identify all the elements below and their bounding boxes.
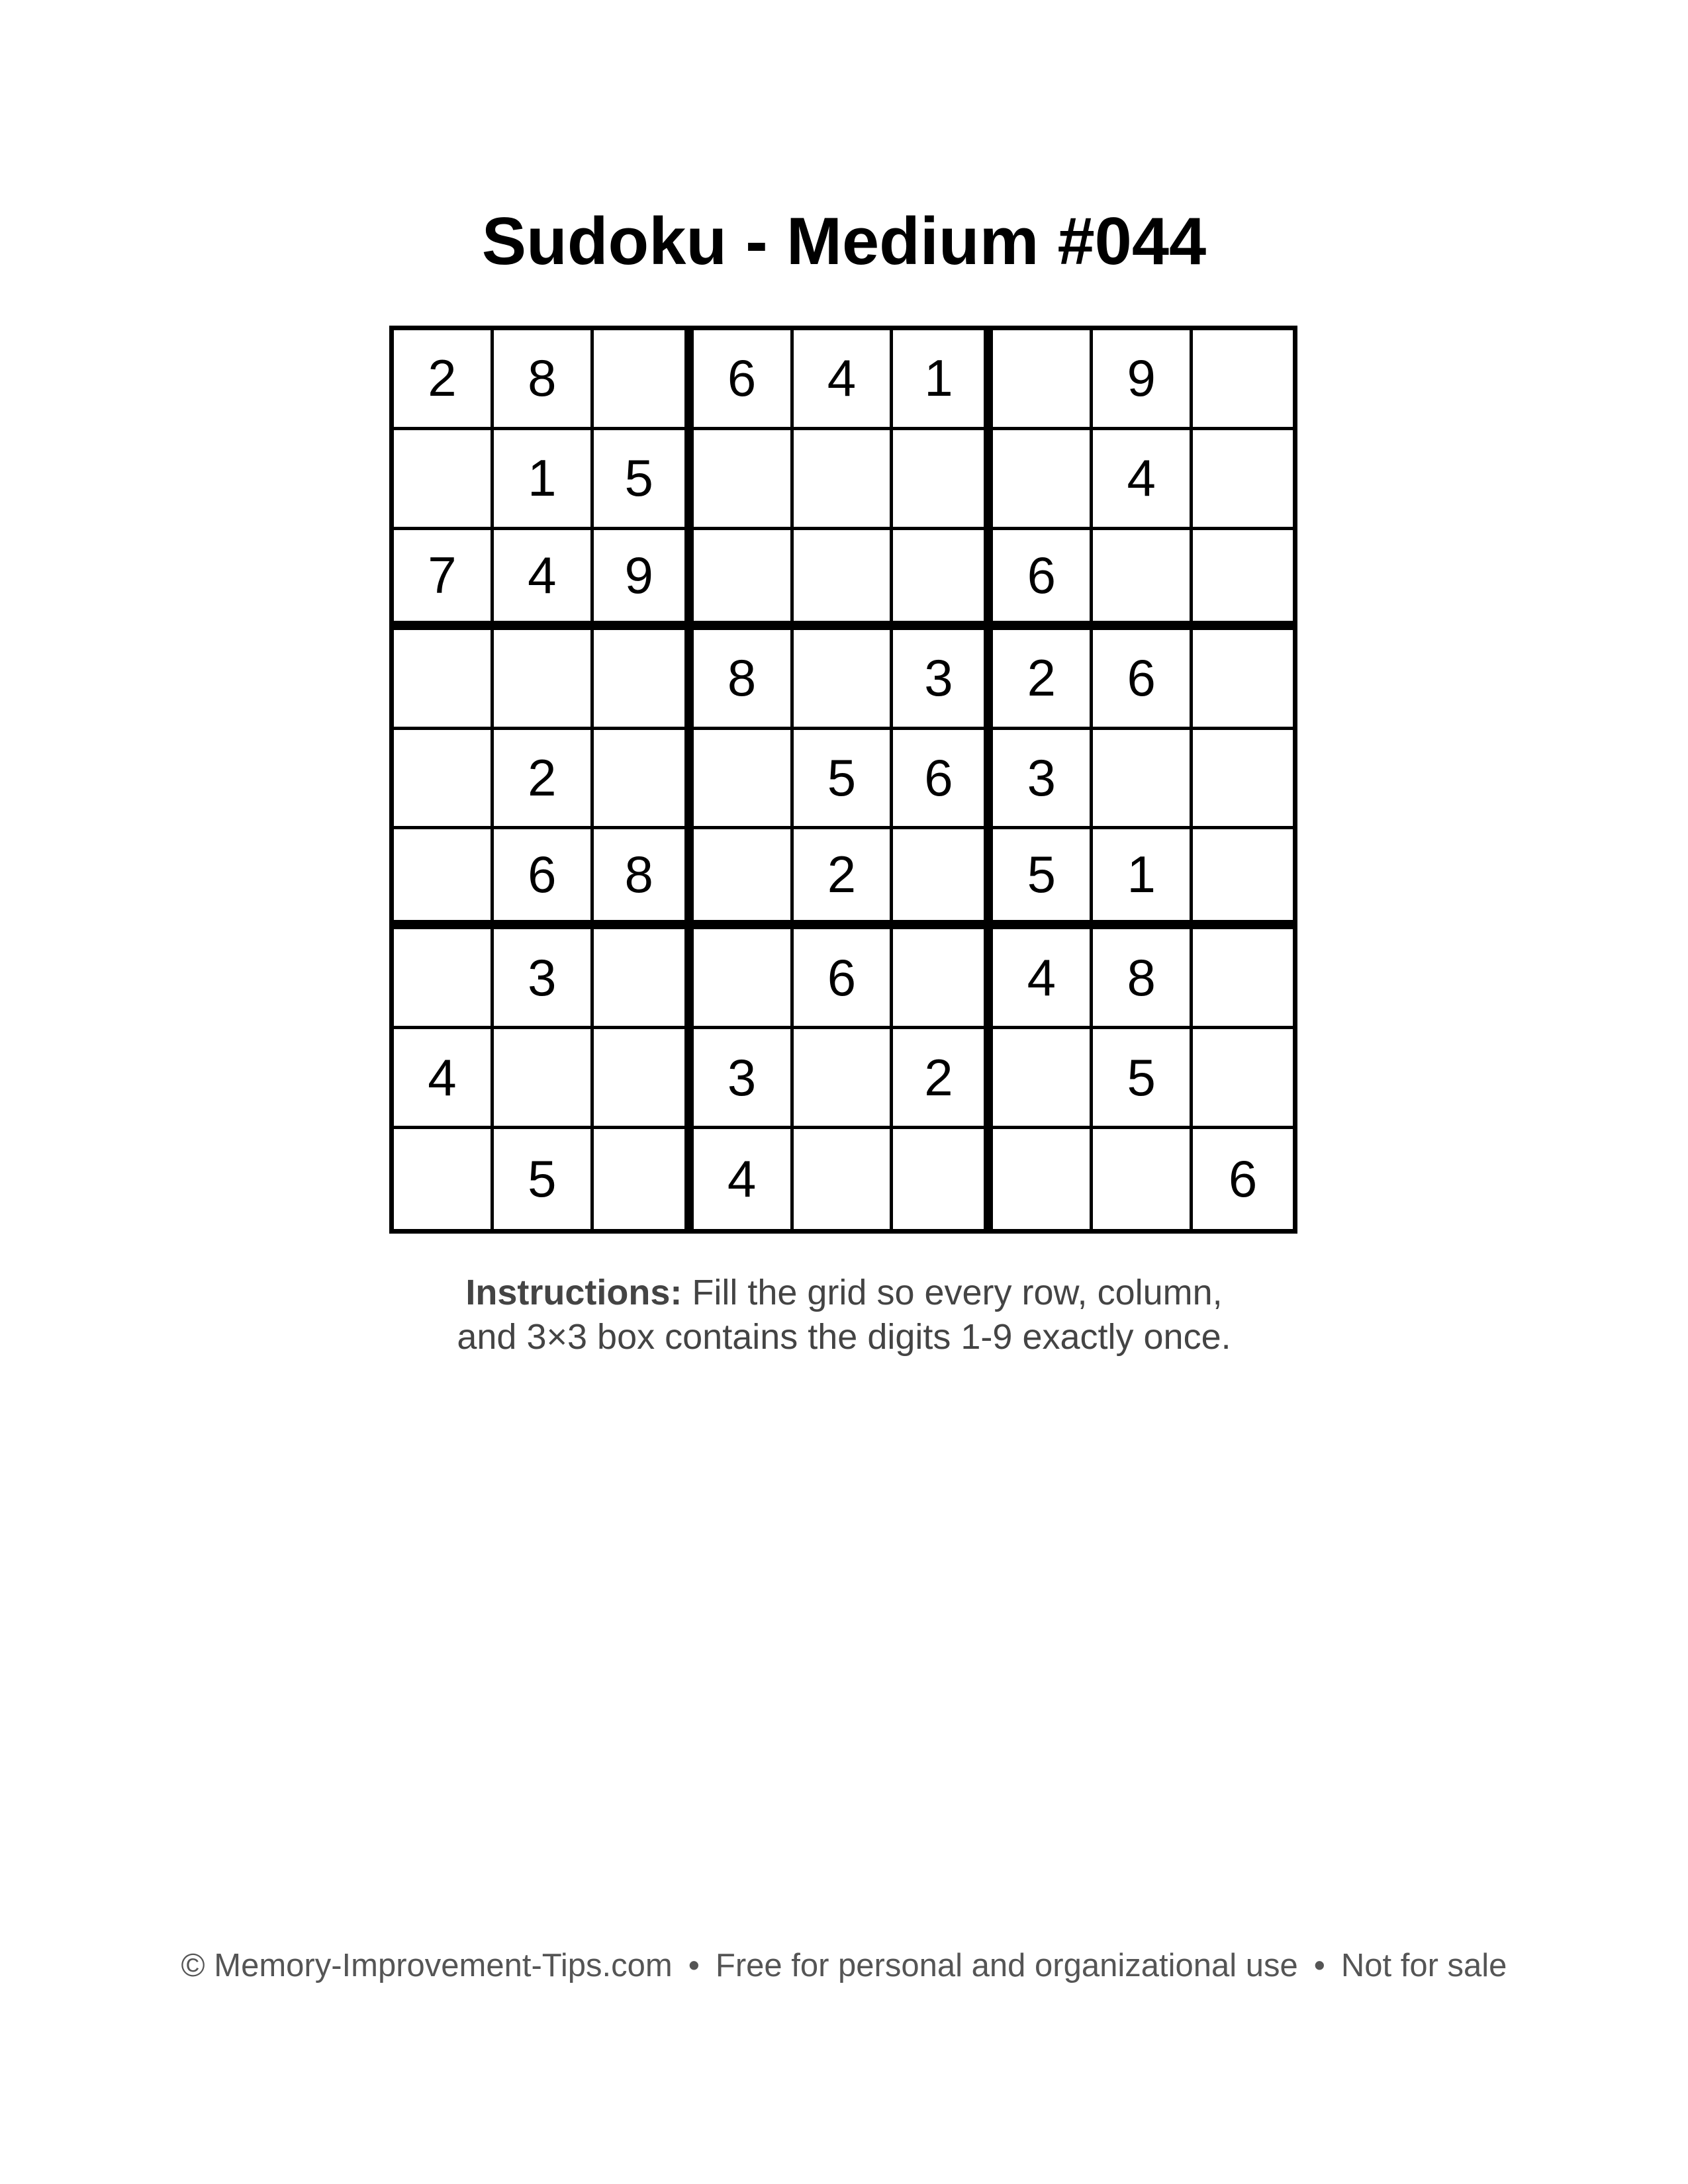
footer-separator: • bbox=[1313, 1948, 1325, 1983]
sudoku-cell[interactable]: 8 bbox=[594, 829, 694, 929]
sudoku-cell[interactable]: 4 bbox=[993, 929, 1093, 1029]
sudoku-cell[interactable] bbox=[794, 530, 894, 630]
sudoku-cell[interactable] bbox=[494, 630, 594, 730]
sudoku-cell[interactable] bbox=[394, 430, 494, 530]
sudoku-cell[interactable]: 5 bbox=[1093, 1029, 1193, 1129]
sudoku-cell[interactable] bbox=[1093, 730, 1193, 830]
sudoku-cell[interactable]: 3 bbox=[694, 1029, 794, 1129]
sudoku-cell[interactable]: 6 bbox=[494, 829, 594, 929]
sudoku-cell[interactable] bbox=[1093, 1129, 1193, 1229]
sudoku-cell[interactable] bbox=[893, 430, 993, 530]
sudoku-cell[interactable]: 4 bbox=[694, 1129, 794, 1229]
sudoku-cell[interactable]: 9 bbox=[1093, 330, 1193, 430]
sudoku-cell[interactable] bbox=[1193, 1029, 1293, 1129]
instructions bbox=[0, 1271, 1688, 1359]
sudoku-cell[interactable] bbox=[594, 1129, 694, 1229]
sudoku-cell[interactable] bbox=[594, 730, 694, 830]
sudoku-cell[interactable] bbox=[993, 1029, 1093, 1129]
sudoku-cell[interactable] bbox=[394, 929, 494, 1029]
sudoku-cell[interactable] bbox=[893, 929, 993, 1029]
sudoku-cell[interactable] bbox=[1093, 530, 1193, 630]
sudoku-cell[interactable] bbox=[794, 430, 894, 530]
footer-separator: • bbox=[688, 1948, 700, 1983]
sudoku-cell[interactable] bbox=[1193, 630, 1293, 730]
sudoku-cell[interactable]: 8 bbox=[694, 630, 794, 730]
sudoku-cell[interactable]: 3 bbox=[893, 630, 993, 730]
instructions-text-1: Fill the grid so every row, column, bbox=[682, 1273, 1223, 1312]
footer-license: Free for personal and organizational use bbox=[715, 1948, 1298, 1983]
sudoku-cell[interactable]: 9 bbox=[594, 530, 694, 630]
sudoku-cell[interactable] bbox=[694, 929, 794, 1029]
sudoku-cell[interactable]: 4 bbox=[494, 530, 594, 630]
sudoku-cell[interactable] bbox=[993, 430, 1093, 530]
sudoku-cell[interactable]: 4 bbox=[794, 330, 894, 430]
footer-sale: Not for sale bbox=[1340, 1948, 1507, 1983]
sudoku-cell[interactable] bbox=[494, 1029, 594, 1129]
sudoku-cell[interactable]: 2 bbox=[494, 730, 594, 830]
sudoku-cell[interactable]: 6 bbox=[1093, 630, 1193, 730]
sudoku-cell[interactable] bbox=[694, 530, 794, 630]
sudoku-cell[interactable] bbox=[794, 1029, 894, 1129]
sudoku-cell[interactable] bbox=[594, 330, 694, 430]
sudoku-cell[interactable] bbox=[893, 530, 993, 630]
sudoku-cell[interactable]: 2 bbox=[394, 330, 494, 430]
sudoku-cell[interactable] bbox=[1193, 929, 1293, 1029]
sudoku-cell[interactable]: 5 bbox=[993, 829, 1093, 929]
sudoku-cell[interactable] bbox=[594, 929, 694, 1029]
sudoku-cell[interactable] bbox=[794, 1129, 894, 1229]
instructions-line-1 bbox=[0, 1271, 1688, 1315]
sudoku-cell[interactable]: 1 bbox=[893, 330, 993, 430]
sudoku-cell[interactable]: 4 bbox=[1093, 430, 1193, 530]
sudoku-cell[interactable]: 8 bbox=[1093, 929, 1193, 1029]
sudoku-cell[interactable] bbox=[893, 829, 993, 929]
sudoku-cell[interactable] bbox=[1193, 330, 1293, 430]
sudoku-cell[interactable] bbox=[394, 1129, 494, 1229]
sudoku-cell[interactable]: 1 bbox=[1093, 829, 1193, 929]
footer-copyright: © Memory-Improvement-Tips.com bbox=[181, 1948, 673, 1983]
sudoku-cell[interactable] bbox=[993, 330, 1093, 430]
sudoku-cell[interactable]: 1 bbox=[494, 430, 594, 530]
sudoku-cell[interactable] bbox=[1193, 430, 1293, 530]
sudoku-cell[interactable]: 2 bbox=[893, 1029, 993, 1129]
sudoku-cell[interactable]: 6 bbox=[993, 530, 1093, 630]
sudoku-cell[interactable] bbox=[893, 1129, 993, 1229]
sudoku-grid bbox=[389, 326, 1297, 1234]
sudoku-cell[interactable] bbox=[694, 829, 794, 929]
sudoku-cell[interactable] bbox=[394, 630, 494, 730]
footer bbox=[0, 1946, 1688, 1985]
sudoku-cell[interactable] bbox=[1193, 530, 1293, 630]
sudoku-cell[interactable]: 8 bbox=[494, 330, 594, 430]
sudoku-cell[interactable]: 6 bbox=[1228, 1150, 1258, 1208]
sudoku-cell[interactable] bbox=[694, 730, 794, 830]
sudoku-cell[interactable] bbox=[594, 1029, 694, 1129]
sudoku-cell[interactable] bbox=[594, 630, 694, 730]
sudoku-cell[interactable] bbox=[694, 430, 794, 530]
sudoku-cell[interactable] bbox=[993, 1129, 1093, 1229]
sudoku-cell[interactable]: 6 bbox=[794, 929, 894, 1029]
sudoku-cell[interactable]: 6 bbox=[893, 730, 993, 830]
sudoku-cell[interactable]: 4 bbox=[394, 1029, 494, 1129]
sudoku-cell[interactable]: 5 bbox=[494, 1129, 594, 1229]
puzzle-title: Sudoku - Medium #044 bbox=[481, 205, 1207, 279]
instructions-line-2: and 3×3 box contains the digits 1-9 exactly once. bbox=[457, 1317, 1231, 1357]
sudoku-cell[interactable] bbox=[394, 829, 494, 929]
sudoku-cell[interactable]: 3 bbox=[494, 929, 594, 1029]
instructions-label: Instructions: bbox=[465, 1273, 682, 1312]
sudoku-cell[interactable]: 2 bbox=[993, 630, 1093, 730]
sudoku-cell[interactable] bbox=[394, 730, 494, 830]
sudoku-cell[interactable]: 6 bbox=[694, 330, 794, 430]
sudoku-cell[interactable] bbox=[794, 630, 894, 730]
sudoku-cell[interactable]: 2 bbox=[794, 829, 894, 929]
sudoku-cell[interactable]: 3 bbox=[993, 730, 1093, 830]
sudoku-cell[interactable] bbox=[1193, 730, 1293, 830]
sudoku-cell[interactable]: 7 bbox=[394, 530, 494, 630]
sudoku-cell[interactable] bbox=[1193, 829, 1293, 929]
sudoku-cell[interactable]: 5 bbox=[794, 730, 894, 830]
sudoku-cell[interactable]: 5 bbox=[594, 430, 694, 530]
